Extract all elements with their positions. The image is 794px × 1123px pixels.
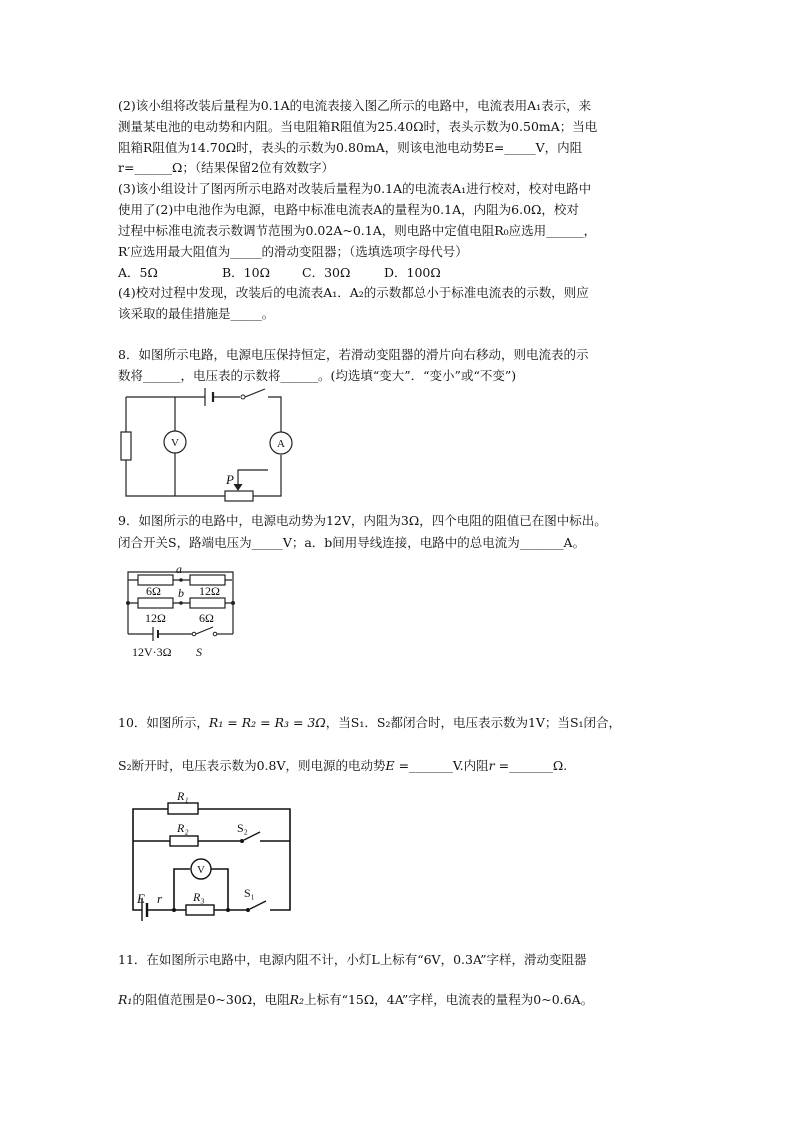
q10-switch-s1 [250, 901, 266, 909]
q10-s2-label: S₂ [237, 821, 248, 835]
q8-line2: 数将______，电压表的示数将______。(均选填“变大”．“变小”或“不变”) [118, 368, 517, 383]
q9-label-bottom-right: 6Ω [199, 611, 214, 625]
q10-s2-a: S₂ [376, 715, 391, 730]
q8-ammeter-label: A [277, 438, 285, 450]
q11-line2 [118, 990, 593, 1010]
q7-part2-line1: (2)该小组将改装后量程为0.1A的电流表接入图乙所示的电路中，电流表用A₁表示，来 [118, 98, 592, 113]
q10-line1-text-d: 都闭合时，电压表示数为1V；当 [390, 715, 570, 730]
q10-s1-label: S₁ [244, 886, 255, 900]
q10-r-symbol: r = [488, 758, 510, 773]
q9-label-top-left: 6Ω [146, 584, 161, 598]
q10-e-label: E [137, 891, 145, 906]
q11-line1: 11．在如图所示电路中，电源内阻不计，小灯L上标有“6V，0.3A”字样，滑动变阻器 [118, 952, 587, 967]
q9-switch-label: S [196, 645, 202, 659]
q10-line1-text-e: 闭合， [583, 715, 622, 730]
q7-part4-line1: (4)校对过程中发现，改装后的电流表A₁．A₂的示数都总小于标准电流表的示数，则应 [118, 285, 589, 300]
q9-battery-label: 12V·3Ω [132, 645, 172, 659]
q7-part2-line3: 阻箱R阻值为14.70Ω时，表头的示数为0.80mA，则该电池电动势E=_____V，内阻 [118, 140, 583, 155]
q10-resistor-r2 [170, 836, 198, 846]
q10-line2-text-c: _______Ω. [509, 758, 568, 773]
q11-r1-symbol: R₁ [118, 992, 133, 1007]
q7-part3-line2: 使用了(2)中电池作为电源，电路中标准电流表A的量程为0.1A，内阻为6.0Ω，校对 [118, 202, 579, 217]
q10-line2-text-a: 断开时，电压表示数为0.8V，则电源的电动势 [131, 758, 386, 773]
q9-label-bottom-left: 12Ω [145, 611, 166, 625]
q10-s2-b: S₂ [118, 758, 132, 773]
q10-r2-label: R₂ [177, 821, 189, 835]
q8-slider-label: P [226, 472, 234, 487]
q7-part3-line1: (3)该小组设计了图丙所示电路对改装后量程为0.1A的电流表A₁进行校对，校对电路中 [118, 181, 592, 196]
q7-option-a: A．5Ω [118, 265, 158, 280]
q8-voltmeter-label: V [171, 437, 179, 449]
q9-label-top-right: 12Ω [199, 584, 220, 598]
q9-node-a: a [176, 562, 182, 576]
q7-option-b: B．10Ω [222, 265, 270, 280]
q9-line2: 闭合开关S，路端电压为_____V；a．b间用导线连接，电路中的总电流为_______A。 [118, 535, 586, 550]
q9-line1: 9．如图所示的电路中，电源电动势为12V，内阻为3Ω，四个电阻的阻值已在图中标出。 [118, 513, 607, 528]
q11-r2-symbol: R₂ [289, 992, 305, 1007]
q10-r3-label: R₃ [193, 890, 205, 904]
q7-part2-line4: r=______Ω；（结果保留2位有效数字） [118, 160, 335, 175]
q10-formula: R₁ = R₂ = R₃ = 3Ω [208, 715, 326, 730]
q11-line2-text-a: 的阻值范围是0~30Ω，电阻 [132, 992, 290, 1007]
q10-line1-text-a: 10．如图所示， [118, 715, 209, 730]
q10-resistor-r3 [186, 905, 214, 915]
q10-line1-text-c: ． [364, 715, 377, 730]
q10-r-label: r [157, 891, 163, 906]
q10-line1-text-b: ，当 [325, 715, 351, 730]
q10-resistor-r1 [168, 803, 198, 814]
q10-r1-label: R₁ [177, 789, 189, 803]
q8-line1: 8．如图所示电路，电源电压保持恒定，若滑动变阻器的滑片向右移动，则电流表的示 [118, 347, 589, 362]
q7-option-c: C．30Ω [302, 265, 351, 280]
q10-s1-a: S₁ [350, 715, 365, 730]
q10-s1-b: S₁ [569, 715, 584, 730]
q9-node-b: b [178, 586, 184, 600]
q10-line2-text-b: _______V.内阻 [409, 758, 489, 773]
q10-voltmeter-label: V [197, 864, 205, 876]
q7-part4-line2: 该采取的最佳措施是_____。 [118, 306, 275, 321]
q7-option-d: D．100Ω [384, 265, 441, 280]
q11-line2-text-b: 上标有“15Ω，4A”字样，电流表的量程为0~0.6A。 [304, 992, 594, 1007]
q7-part3-line3: 过程中标准电流表示数调节范围为0.02A~0.1A，则电路中定值电阻R₀应选用______， [118, 223, 597, 238]
q7-part3-line4: R′应选用最大阻值为_____的滑动变阻器；（选填选项字母代号） [118, 244, 468, 259]
q10-e-symbol: E = [385, 758, 410, 773]
q7-part2-line2: 测量某电池的电动势和内阻。当电阻箱R阻值为25.40Ω时，表头示数为0.50mA；当电 [118, 119, 598, 134]
